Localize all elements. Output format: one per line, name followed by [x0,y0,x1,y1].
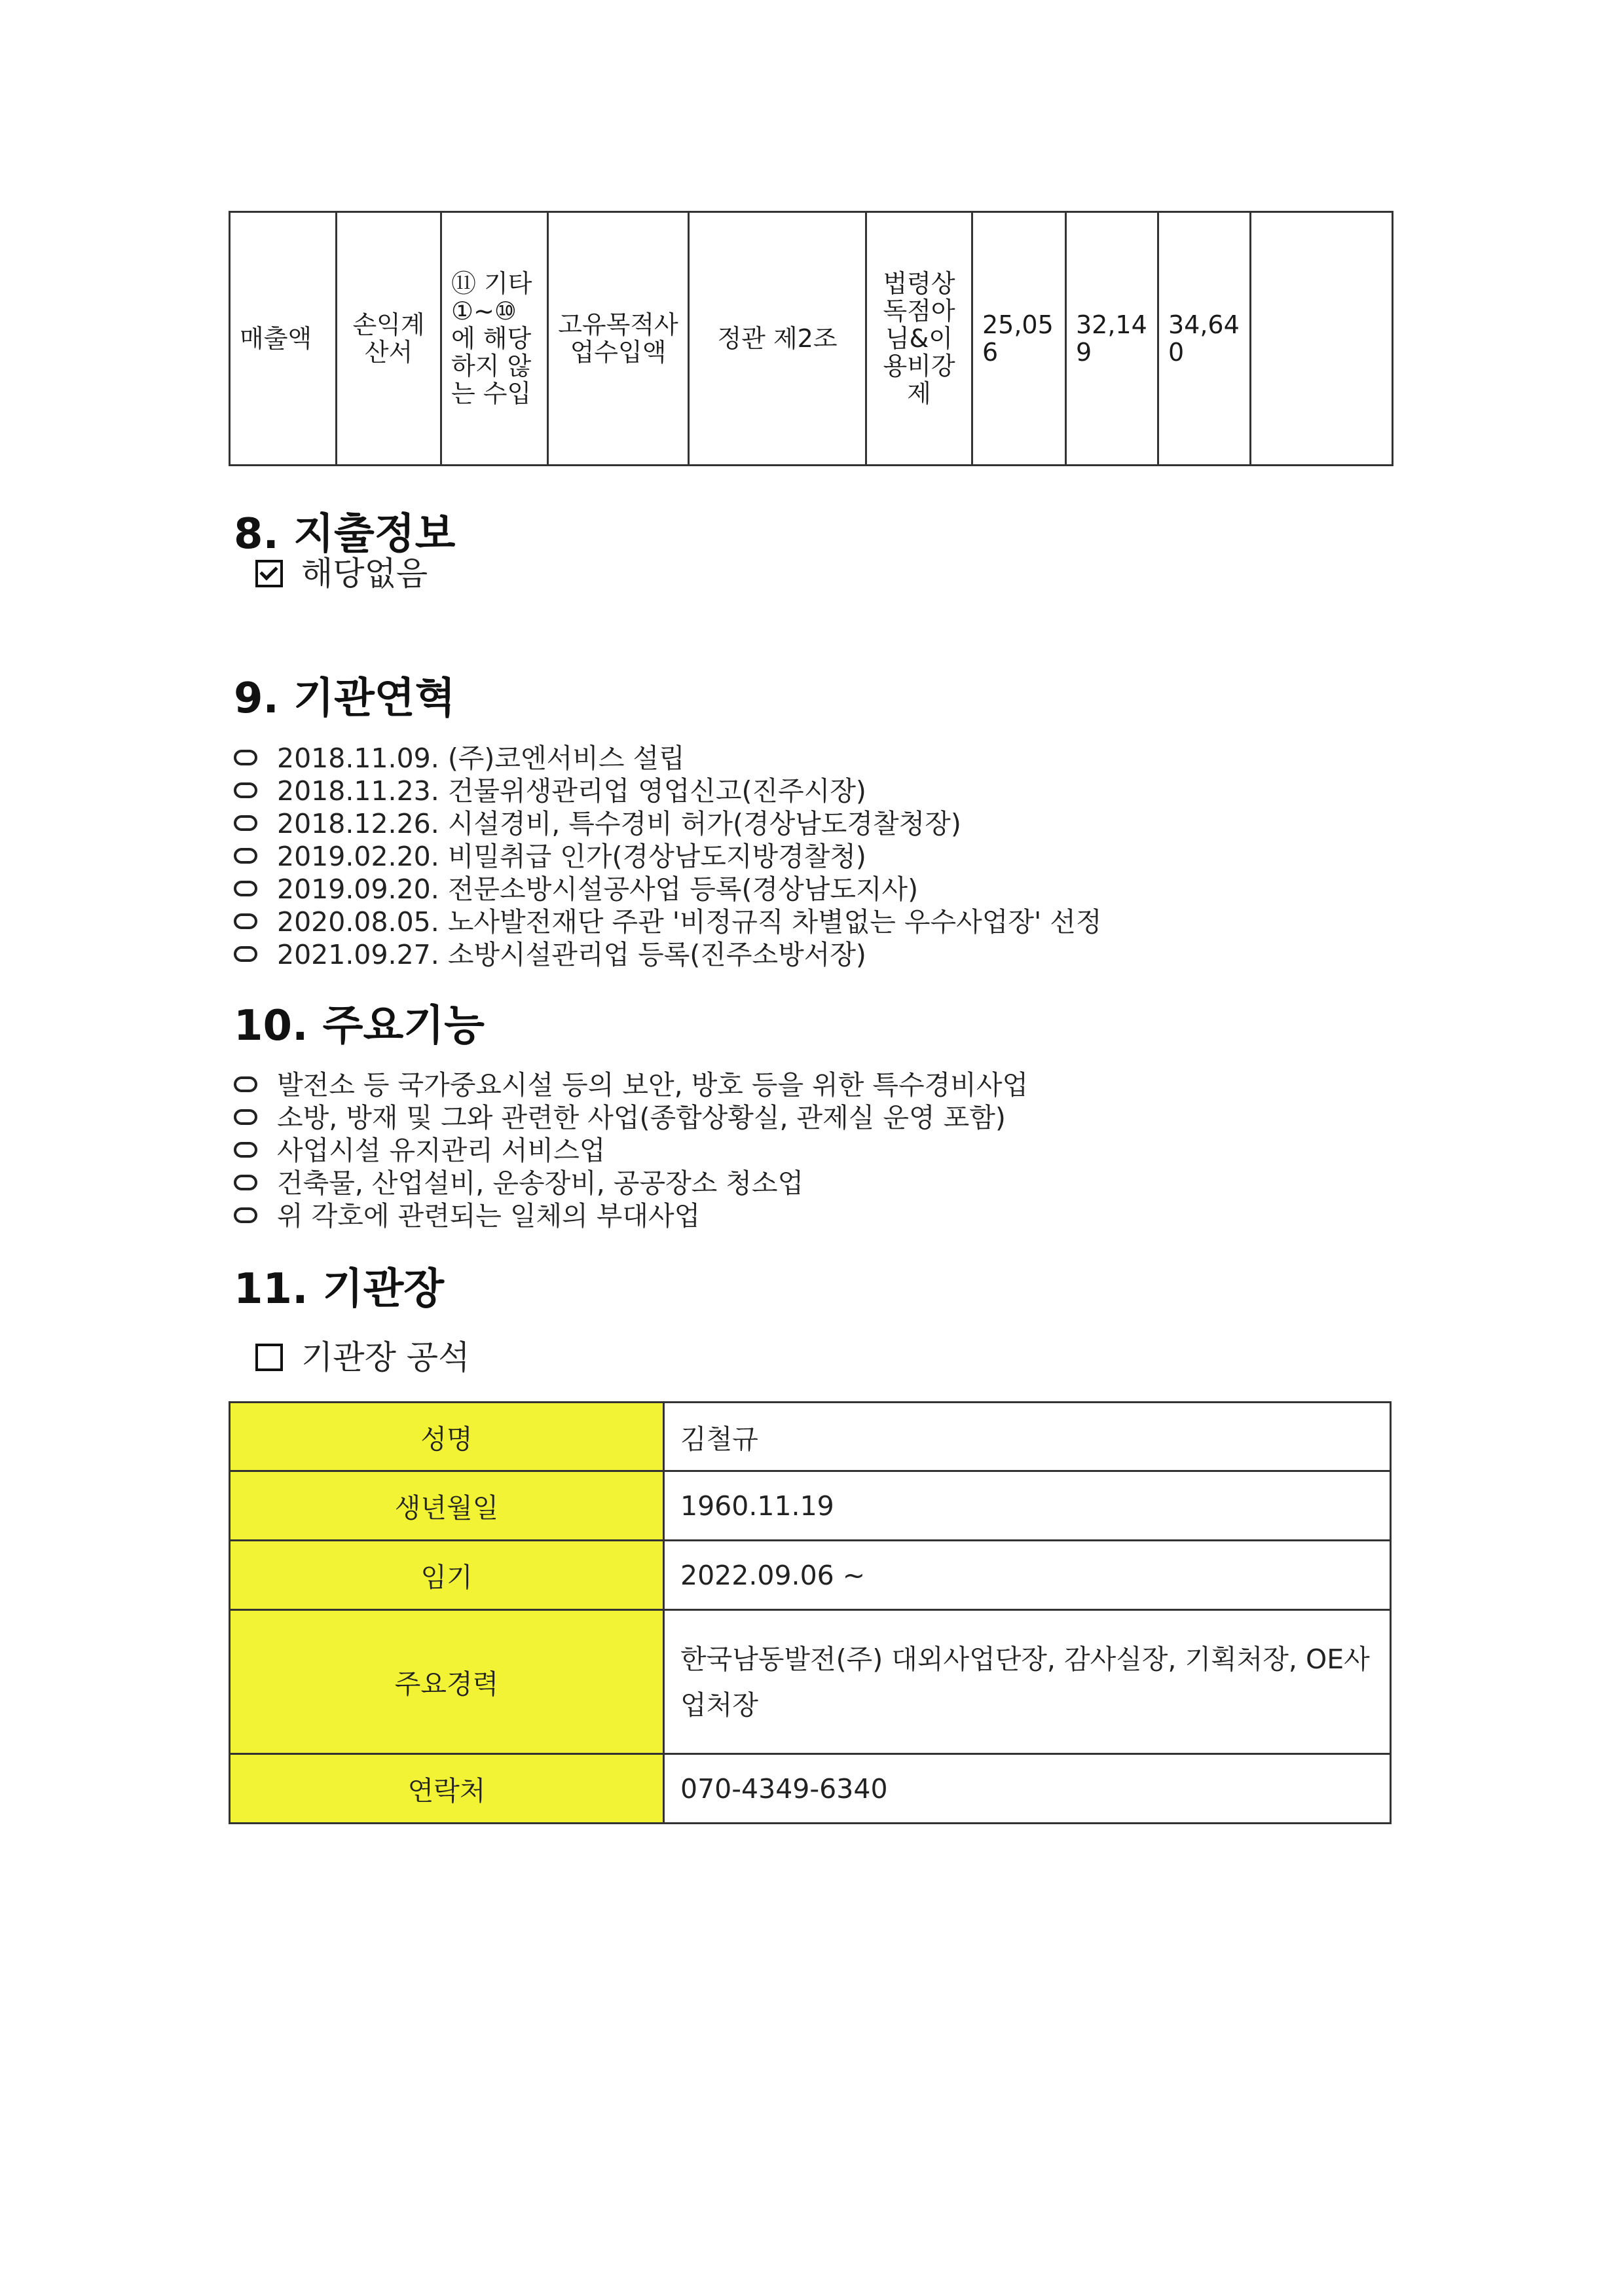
bullet-icon [234,1142,257,1158]
label-career: 주요경력 [230,1610,664,1754]
table-row [230,1541,1391,1610]
revenue-cell-statement: 손익계산서 [337,212,441,466]
bullet-icon [234,946,257,962]
list-item: 위 각호에 관련되는 일체의 부대사업 [234,1200,1028,1232]
bullet-icon [234,750,257,765]
revenue-cell-item: 매출액 [230,212,337,466]
list-item: 2018.12.26. 시설경비, 특수경비 허가(경상남도경찰청장) [234,807,1101,840]
section-8-title: 8. 지출정보 [234,510,456,559]
bullet-icon [234,1207,257,1223]
section-8-item-text: 해당없음 [301,555,428,593]
section-8-item [255,547,428,595]
list-item: 발전소 등 국가중요시설 등의 보안, 방호 등을 위한 특수경비사업 [234,1069,1028,1101]
value-contact: 070-4349-6340 [664,1754,1391,1824]
list-item: 2021.09.27. 소방시설관리업 등록(진주소방서장) [234,938,1101,971]
bullet-icon [234,1109,257,1125]
list-item: 소방, 방재 및 그와 관련한 사업(종합상황실, 관제실 운영 포함) [234,1101,1028,1134]
checkbox-empty-icon [255,1344,283,1371]
list-item: 2018.11.23. 건물위생관리업 영업신고(진주시장) [234,775,1101,807]
table-row [230,1610,1391,1754]
checkbox-checked-icon [255,560,283,587]
list-item: 2020.08.05. 노사발전재단 주관 '비정규직 차별없는 우수사업장' 선정 [234,906,1101,938]
bullet-icon [234,1175,257,1190]
revenue-cell-value-2: 32,149 [1066,212,1158,466]
list-item: 2019.02.20. 비밀취급 인가(경상남도지방경찰청) [234,840,1101,873]
value-birthdate: 1960.11.19 [664,1471,1391,1541]
table-row [230,1403,1391,1471]
revenue-cell-reason: 법령상 독점아님&이용비강제 [866,212,972,466]
list-item: 사업시설 유지관리 서비스업 [234,1134,1028,1167]
revenue-cell-type: 고유목적사업수입액 [548,212,689,466]
head-of-institution-table [229,1401,1392,1824]
section-11-sub-text: 기관장 공석 [301,1338,470,1376]
value-career: 한국남동발전(주) 대외사업단장, 감사실장, 기획처장, OE사업처장 [664,1610,1391,1754]
bullet-icon [234,782,257,798]
list-item: 2019.09.20. 전문소방시설공사업 등록(경상남도지사) [234,873,1101,906]
revenue-cell-value-1: 25,056 [972,212,1066,466]
bullet-icon [234,1076,257,1092]
table-row [230,1471,1391,1541]
list-item: 2018.11.09. (주)코엔서비스 설립 [234,742,1101,775]
section-9-title: 9. 기관연혁 [234,674,456,723]
value-name: 김철규 [664,1403,1391,1471]
revenue-cell-basis: 정관 제2조 [689,212,866,466]
revenue-table [229,211,1393,466]
label-name: 성명 [230,1403,664,1471]
label-birthdate: 생년월일 [230,1471,664,1541]
revenue-cell-value-3: 34,640 [1158,212,1251,466]
label-term: 임기 [230,1541,664,1610]
revenue-cell-category: ⑪ 기타①~⑩에 해당하지 않는 수입 [441,212,548,466]
history-list [234,742,1101,971]
label-contact: 연락처 [230,1754,664,1824]
list-item: 건축물, 산업설비, 운송장비, 공공장소 청소업 [234,1167,1028,1200]
section-10-title: 10. 주요기능 [234,1002,485,1050]
section-11-sub [255,1331,470,1378]
functions-list [234,1069,1028,1232]
revenue-cell-empty [1251,212,1393,466]
table-row [230,1754,1391,1824]
bullet-icon [234,913,257,929]
revenue-row [230,212,1393,466]
bullet-icon [234,848,257,864]
value-term: 2022.09.06 ~ [664,1541,1391,1610]
bullet-icon [234,881,257,896]
section-11-title: 11. 기관장 [234,1265,445,1313]
bullet-icon [234,815,257,831]
